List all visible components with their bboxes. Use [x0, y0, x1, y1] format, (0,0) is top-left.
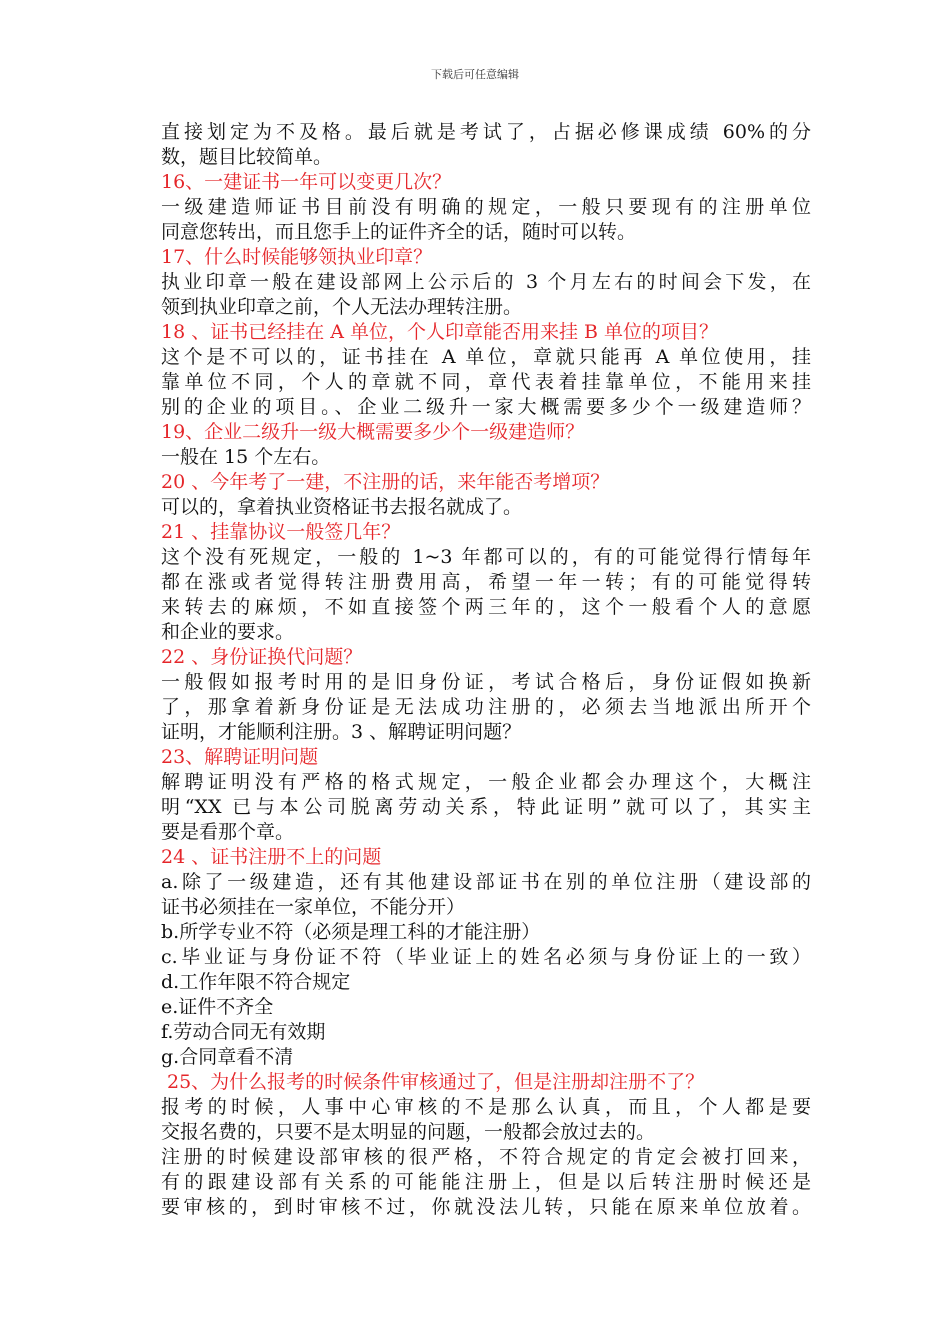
body-text-line: 执业印章一般在建设部网上公示后的 3 个月左右的时间会下发，在 [161, 271, 811, 293]
body-text-line: 靠单位不同，个人的章就不同，章代表着挂靠单位，不能用来挂 [161, 371, 811, 393]
body-text-line: 可以的，拿着执业资格证书去报名就成了。 [161, 496, 523, 518]
body-text-line: 交报名费的，只要不是太明显的问题，一般都会放过去的。 [161, 1121, 656, 1143]
body-text-line: 直接划定为不及格。最后就是考试了，占据必修课成绩 60%的分 [161, 121, 811, 143]
body-text-line: 和企业的要求。 [161, 621, 295, 643]
body-text-line: 证书必须挂在一家单位，不能分开） [161, 896, 466, 918]
question-heading: 19、企业二级升一级大概需要多少个一级建造师？ [161, 421, 585, 443]
body-text-line: a.除了一级建造，还有其他建设部证书在别的单位注册（建设部的 [161, 871, 811, 893]
body-text-line: c.毕业证与身份证不符（毕业证上的姓名必须与身份证上的一致） [161, 946, 811, 968]
page-header: 下载后可任意编辑 [431, 68, 519, 81]
body-text-line: 注册的时候建设部审核的很严格，不符合规定的肯定会被打回来， [161, 1146, 811, 1168]
body-text-line: 来转去的麻烦，不如直接签个两三年的，这个一般看个人的意愿 [161, 596, 811, 618]
body-text-line: 有的跟建设部有关系的可能能注册上，但是以后转注册时候还是 [161, 1171, 811, 1193]
body-text-line: 报考的时候，人事中心审核的不是那么认真，而且，个人都是要 [161, 1096, 811, 1118]
body-text-line: 都在涨或者觉得转注册费用高，希望一年一转；有的可能觉得转 [161, 571, 811, 593]
body-text-line: b.所学专业不符（必须是理工科的才能注册） [161, 921, 541, 943]
question-heading: 25、为什么报考的时候条件审核通过了，但是注册却注册不了？ [167, 1071, 705, 1093]
question-heading: 23、解聘证明问题 [161, 746, 319, 768]
body-text-line: 明“XX 已与本公司脱离劳动关系，特此证明”就可以了，其实主 [161, 796, 811, 818]
body-text-line: d.工作年限不符合规定 [161, 971, 351, 993]
body-text-line: g.合同章看不清 [161, 1046, 294, 1068]
question-heading: 17、什么时候能够领执业印章？ [161, 246, 433, 268]
body-text-line: 要是看那个章。 [161, 821, 295, 843]
body-text-line: 要审核的，到时审核不过，你就没法儿转，只能在原来单位放着。 [161, 1196, 811, 1218]
body-text-line: 一般在 15 个左右。 [161, 446, 331, 468]
body-text-line: 解聘证明没有严格的格式规定，一般企业都会办理这个，大概注 [161, 771, 811, 793]
body-text-line: 了，那拿着新身份证是无法成功注册的，必须去当地派出所开个 [161, 696, 811, 718]
body-text-line: 同意您转出，而且您手上的证件齐全的话，随时可以转。 [161, 221, 637, 243]
question-heading: 18 、证书已经挂在 A 单位，个人印章能否用来挂 B 单位的项目？ [161, 321, 719, 343]
body-text-line: 领到执业印章之前，个人无法办理转注册。 [161, 296, 523, 318]
body-text-line: 一般假如报考时用的是旧身份证，考试合格后，身份证假如换新 [161, 671, 811, 693]
question-heading: 21 、挂靠协议一般签几年？ [161, 521, 401, 543]
document-body [161, 120, 811, 1220]
body-text-line: 一级建造师证书目前没有明确的规定，一般只要现有的注册单位 [161, 196, 811, 218]
body-text-line: 证明，才能顺利注册。3 、解聘证明问题？ [161, 721, 522, 743]
question-heading: 16、一建证书一年可以变更几次？ [161, 171, 452, 193]
question-heading: 20 、今年考了一建，不注册的话，来年能否考增项？ [161, 471, 610, 493]
body-text-line: 这个没有死规定，一般的 1~3 年都可以的，有的可能觉得行情每年 [161, 546, 811, 568]
body-text-line: 这个是不可以的，证书挂在 A 单位，章就只能再 A 单位使用，挂 [161, 346, 811, 368]
body-text-line: e.证件不齐全 [161, 996, 274, 1018]
body-text-line: f.劳动合同无有效期 [161, 1021, 326, 1043]
body-text-line: 数，题目比较简单。 [161, 146, 333, 168]
question-heading: 22 、身份证换代问题？ [161, 646, 363, 668]
body-text-line: 别的企业的项目。、企业二级升一家大概需要多少个一级建造师？ [161, 396, 811, 418]
question-heading: 24 、证书注册不上的问题 [161, 846, 382, 868]
